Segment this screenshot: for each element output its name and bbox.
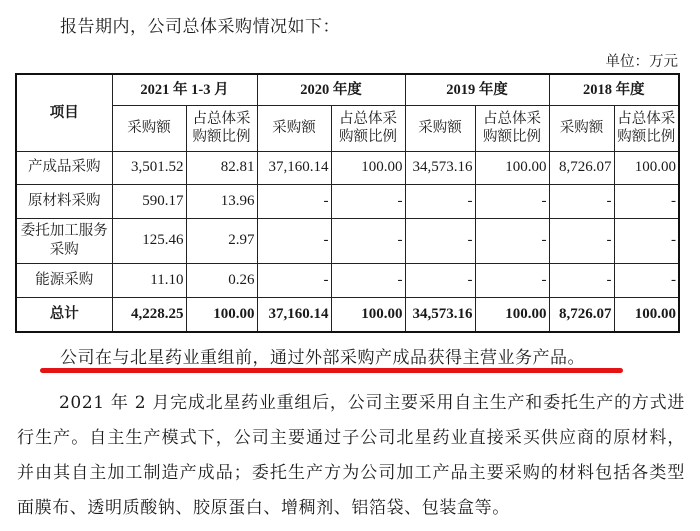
cell-value: -	[331, 218, 405, 263]
amount-header: 采购额	[549, 105, 614, 151]
cell-value: -	[257, 218, 331, 263]
cell-value: -	[549, 263, 614, 297]
cell-value: -	[475, 184, 549, 218]
highlighted-sentence: 公司在与北星药业重组前，通过外部采购产成品获得主营业务产品。	[60, 348, 585, 368]
cell-value: -	[614, 218, 679, 263]
total-value: 4,228.25	[112, 297, 186, 332]
amount-header: 采购额	[405, 105, 475, 151]
table-row	[16, 184, 679, 218]
cell-value: -	[475, 263, 549, 297]
period-header: 2021 年 1-3 月	[112, 74, 257, 105]
cell-value: 2.97	[186, 218, 257, 263]
ratio-header: 占总体采购额比例	[186, 105, 257, 151]
cell-value: 125.46	[112, 218, 186, 263]
intro-text: 报告期内，公司总体采购情况如下：	[60, 17, 340, 37]
cell-value: -	[257, 263, 331, 297]
total-value: 100.00	[331, 297, 405, 332]
cell-value: 13.96	[186, 184, 257, 218]
row-label: 产成品采购	[16, 151, 112, 184]
cell-value: 37,160.14	[257, 151, 331, 184]
cell-value: -	[549, 218, 614, 263]
cell-value: 100.00	[475, 151, 549, 184]
red-underline-annotation	[40, 368, 623, 373]
period-header: 2019 年度	[405, 74, 549, 105]
ratio-header: 占总体采购额比例	[331, 105, 405, 151]
cell-value: -	[405, 184, 475, 218]
row-label: 原材料采购	[16, 184, 112, 218]
cell-value: -	[257, 184, 331, 218]
cell-value: -	[475, 218, 549, 263]
paragraph-text: 2021 年 2 月完成北星药业重组后，公司主要采用自主生产和委托生产的方式进行生产。自主生产模式下，公司主要通过子公司北星药业直接采买供应商的原材料，并由其自主加工制造产成品；委托生产方为公司加工产品主要采购的材料包括各类型面膜布、透明质酸钠、胶原蛋白、增稠剂、铝箔袋、包装盒等。	[17, 393, 685, 518]
header-row-sub	[16, 105, 679, 151]
ratio-header: 占总体采购额比例	[475, 105, 549, 151]
cell-value: -	[614, 263, 679, 297]
cell-value: -	[405, 218, 475, 263]
total-value: 34,573.16	[405, 297, 475, 332]
amount-header: 采购额	[112, 105, 186, 151]
cell-value: 590.17	[112, 184, 186, 218]
total-value: 100.00	[614, 297, 679, 332]
row-label: 委托加工服务采购	[16, 218, 112, 263]
amount-header: 采购额	[257, 105, 331, 151]
cell-value: 0.26	[186, 263, 257, 297]
cell-value: 3,501.52	[112, 151, 186, 184]
purchase-table	[15, 73, 680, 333]
item-header: 项目	[16, 74, 112, 151]
ratio-header: 占总体采购额比例	[614, 105, 679, 151]
unit-label: 单位：万元	[605, 54, 678, 70]
row-label: 能源采购	[16, 263, 112, 297]
period-header: 2018 年度	[549, 74, 679, 105]
total-row	[16, 297, 679, 332]
cell-value: -	[614, 184, 679, 218]
cell-value: 11.10	[112, 263, 186, 297]
cell-value: 82.81	[186, 151, 257, 184]
total-value: 100.00	[186, 297, 257, 332]
header-row-periods	[16, 74, 679, 105]
cell-value: -	[405, 263, 475, 297]
cell-value: 100.00	[614, 151, 679, 184]
cell-value: -	[331, 184, 405, 218]
table-row	[16, 263, 679, 297]
cell-value: 34,573.16	[405, 151, 475, 184]
total-value: 37,160.14	[257, 297, 331, 332]
table-row	[16, 218, 679, 263]
body-paragraph	[17, 386, 685, 526]
cell-value: 100.00	[331, 151, 405, 184]
cell-value: -	[549, 184, 614, 218]
total-value: 8,726.07	[549, 297, 614, 332]
cell-value: -	[331, 263, 405, 297]
period-header: 2020 年度	[257, 74, 405, 105]
cell-value: 8,726.07	[549, 151, 614, 184]
total-label: 总计	[16, 297, 112, 332]
total-value: 100.00	[475, 297, 549, 332]
table-row	[16, 151, 679, 184]
